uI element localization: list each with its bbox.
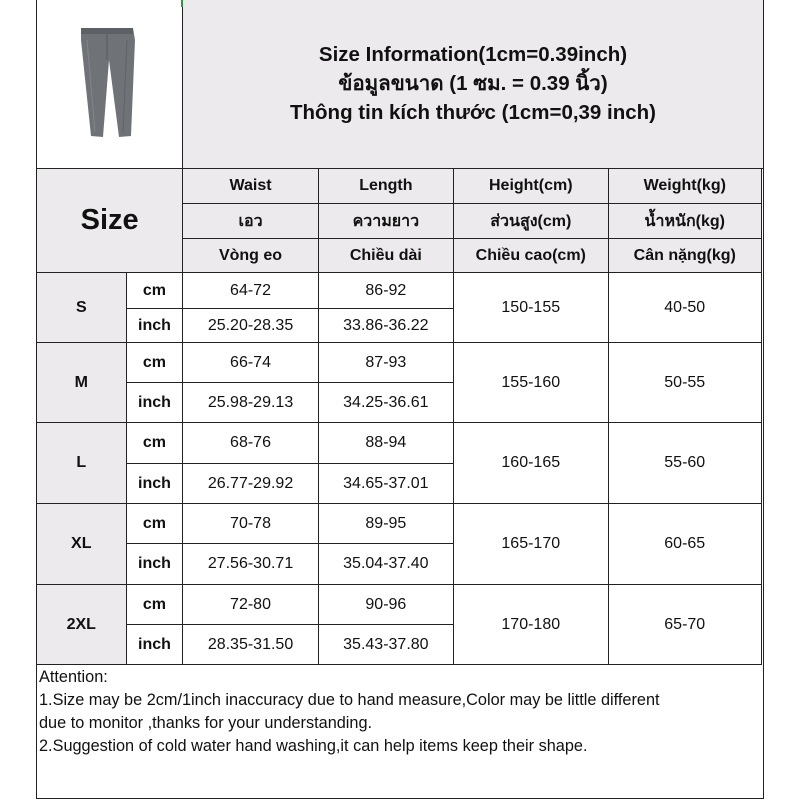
- unit-cm: cm: [126, 343, 183, 383]
- col-header-length-vi: Chiều dài: [318, 239, 453, 273]
- col-header-waist-thai: เอว: [183, 204, 318, 239]
- length-inch: 35.04-37.40: [318, 544, 453, 585]
- size-information-title: [183, 0, 763, 168]
- header-section: [37, 0, 763, 169]
- waist-cm: 68-76: [183, 423, 318, 464]
- unit-inch: inch: [126, 383, 183, 423]
- col-header-height-vi: Chiều cao(cm): [454, 239, 608, 273]
- weight-range: 55-60: [608, 423, 762, 504]
- height-range: 155-160: [454, 343, 608, 423]
- table-row: [37, 423, 762, 464]
- waist-inch: 25.20-28.35: [183, 309, 318, 343]
- col-header-waist-vi: Vòng eo: [183, 239, 318, 273]
- size-label: 2XL: [37, 585, 127, 665]
- size-label: XL: [37, 504, 127, 585]
- size-label: L: [37, 423, 127, 504]
- unit-cm: cm: [126, 504, 183, 544]
- size-header: Size: [37, 169, 183, 273]
- waist-cm: 64-72: [183, 273, 318, 309]
- length-cm: 87-93: [318, 343, 453, 383]
- length-inch: 34.65-37.01: [318, 464, 453, 504]
- col-header-height-thai: ส่วนสูง(cm): [454, 204, 608, 239]
- unit-cm: cm: [126, 585, 183, 625]
- unit-inch: inch: [126, 625, 183, 665]
- table-row: [37, 273, 762, 309]
- waist-cm: 70-78: [183, 504, 318, 544]
- waist-inch: 27.56-30.71: [183, 544, 318, 585]
- waist-inch: 25.98-29.13: [183, 383, 318, 423]
- unit-inch: inch: [126, 544, 183, 585]
- size-table: [36, 168, 762, 665]
- weight-range: 60-65: [608, 504, 762, 585]
- size-label: S: [37, 273, 127, 343]
- title-english: Size Information(1cm=0.39inch): [318, 43, 628, 66]
- attention-notes: [37, 666, 765, 758]
- height-range: 150-155: [454, 273, 608, 343]
- length-cm: 89-95: [318, 504, 453, 544]
- height-range: 160-165: [454, 423, 608, 504]
- unit-inch: inch: [126, 309, 183, 343]
- title-thai: ข้อมูลขนาด (1 ซม. = 0.39 นิ้ว): [338, 72, 608, 95]
- col-header-weight: Weight(kg): [608, 169, 762, 204]
- col-header-weight-vi: Cân nặng(kg): [608, 239, 762, 273]
- length-cm: 86-92: [318, 273, 453, 309]
- unit-cm: cm: [126, 273, 183, 309]
- waist-cm: 66-74: [183, 343, 318, 383]
- table-header-row: [37, 169, 762, 204]
- length-inch: 34.25-36.61: [318, 383, 453, 423]
- length-inch: 33.86-36.22: [318, 309, 453, 343]
- attention-title: Attention:: [39, 668, 108, 686]
- waist-inch: 28.35-31.50: [183, 625, 318, 665]
- waist-cm: 72-80: [183, 585, 318, 625]
- weight-range: 65-70: [608, 585, 762, 665]
- unit-inch: inch: [126, 464, 183, 504]
- height-range: 165-170: [454, 504, 608, 585]
- height-range: 170-180: [454, 585, 608, 665]
- note-line-2: 2.Suggestion of cold water hand washing,it can help items keep their shape.: [39, 737, 588, 755]
- col-header-length: Length: [318, 169, 453, 204]
- pants-image: [37, 0, 183, 168]
- product-thumbnail: [37, 0, 183, 168]
- col-header-weight-thai: น้ำหนัก(kg): [608, 204, 762, 239]
- col-header-waist: Waist: [183, 169, 318, 204]
- length-cm: 90-96: [318, 585, 453, 625]
- table-row: [37, 585, 762, 625]
- length-inch: 35.43-37.80: [318, 625, 453, 665]
- table-row: [37, 504, 762, 544]
- size-label: M: [37, 343, 127, 423]
- size-chart-sheet: [36, 0, 764, 799]
- title-vietnamese: Thông tin kích thước (1cm=0,39 inch): [289, 101, 657, 124]
- weight-range: 40-50: [608, 273, 762, 343]
- length-cm: 88-94: [318, 423, 453, 464]
- weight-range: 50-55: [608, 343, 762, 423]
- table-row: [37, 343, 762, 383]
- note-line-1a: 1.Size may be 2cm/1inch inaccuracy due to hand measure,Color may be little different: [39, 691, 660, 709]
- note-line-1b: due to monitor ,thanks for your understanding.: [39, 714, 373, 732]
- col-header-length-thai: ความยาว: [318, 204, 453, 239]
- waist-inch: 26.77-29.92: [183, 464, 318, 504]
- unit-cm: cm: [126, 423, 183, 464]
- col-header-height: Height(cm): [454, 169, 608, 204]
